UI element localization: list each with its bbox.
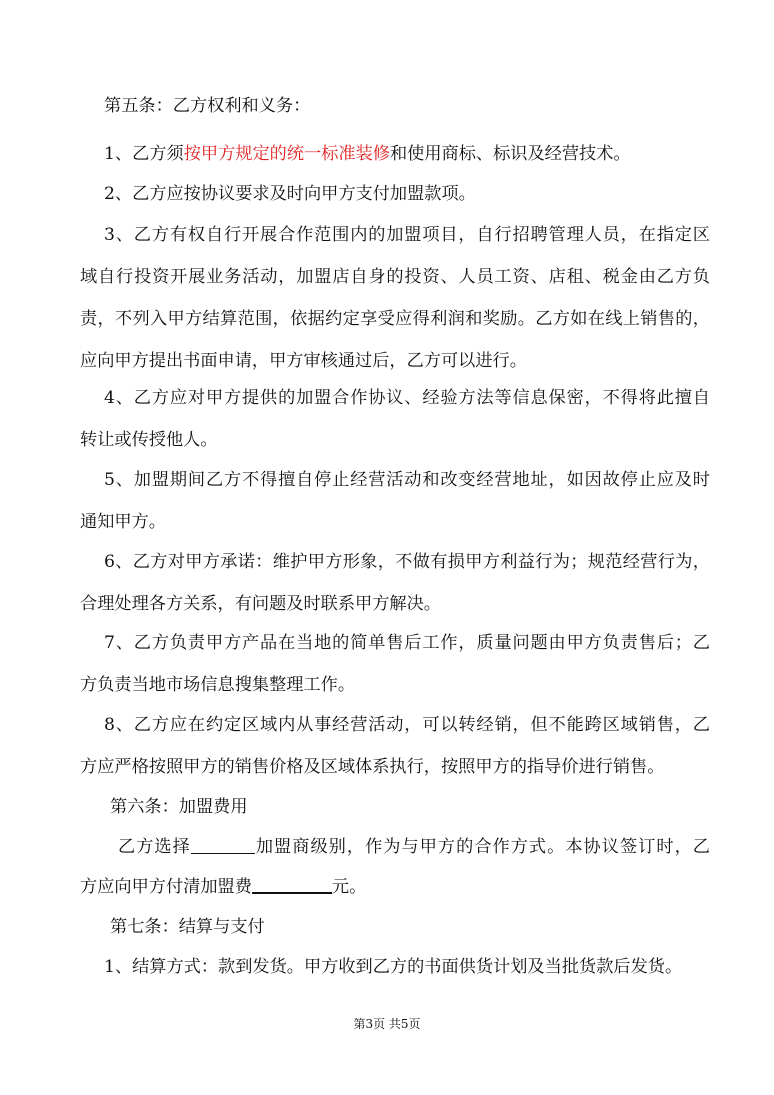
article-6-line-2: 方应向甲方付清加盟费 元。 <box>80 866 710 908</box>
article-5-heading: 第五条：乙方权利和义务： <box>104 96 311 116</box>
article-7-heading: 第七条：结算与支付 <box>110 917 265 937</box>
article-5-item-8-cont: 方应严格按照甲方的销售价格及区域体系执行，按照甲方的指导价进行销售。 <box>80 757 665 777</box>
membership-level-blank[interactable] <box>191 835 255 854</box>
highlighted-text: 按甲方规定的统一标准装修 <box>183 144 390 164</box>
article-5-item-7: 7、乙方负责甲方产品在当地的简单售后工作，质量问题由甲方负责售后；乙 <box>104 633 710 653</box>
article-5-item-4-cont: 转让或传授他人。 <box>80 430 218 450</box>
article-5-item-4: 4、乙方应对甲方提供的加盟合作协议、经验方法等信息保密，不得将此擅自 <box>104 388 710 408</box>
article-7-item-1: 1、结算方式：款到发货。甲方收到乙方的书面供货计划及当批货款后发货。 <box>104 957 683 977</box>
article-5-item-2: 2、乙方应按协议要求及时向甲方支付加盟款项。 <box>104 184 476 204</box>
article-5-item-8: 8、乙方应在约定区域内从事经营活动，可以转经销，但不能跨区域销售，乙 <box>104 715 710 735</box>
article-5-item-5: 5、加盟期间乙方不得擅自停止经营活动和改变经营地址，如因故停止应及时 <box>104 470 710 490</box>
article-6-line-1: 乙方选择 加盟商级别，作为与甲方的合作方式。本协议签订时，乙 <box>118 837 710 857</box>
page-footer: 第3页 共5页 <box>353 1017 421 1031</box>
article-5-item-3-cont: 域自行投资开展业务活动，加盟店自身的投资、人员工资、店租、税金由乙方负 责，不列入甲方结算范围，依据约定享受应得利润和奖励。乙方如在线上销售的， 应向甲方提出书面申请，甲方审核通过后，乙方可以进行。 <box>80 267 710 371</box>
article-5-item-1 <box>104 133 710 175</box>
article-5-item-7-cont: 方负责当地市场信息搜集整理工作。 <box>80 675 356 695</box>
franchise-fee-blank[interactable] <box>252 874 332 894</box>
article-5-item-6: 6、乙方对甲方承诺：维护甲方形象，不做有损甲方利益行为；规范经营行为， <box>104 552 710 572</box>
item-1-prefix: 1、乙方须 <box>104 144 184 164</box>
article-5-item-6-cont: 合理处理各方关系，有问题及时联系甲方解决。 <box>80 594 441 614</box>
article-6-heading: 第六条：加盟费用 <box>110 797 248 817</box>
item-1-suffix: 和使用商标、标识及经营技术。 <box>389 144 631 164</box>
article-5-item-3: 3、乙方有权自行开展合作范围内的加盟项目，自行招聘管理人员，在指定区 <box>104 225 710 245</box>
article-5-item-5-cont: 通知甲方。 <box>80 512 166 532</box>
